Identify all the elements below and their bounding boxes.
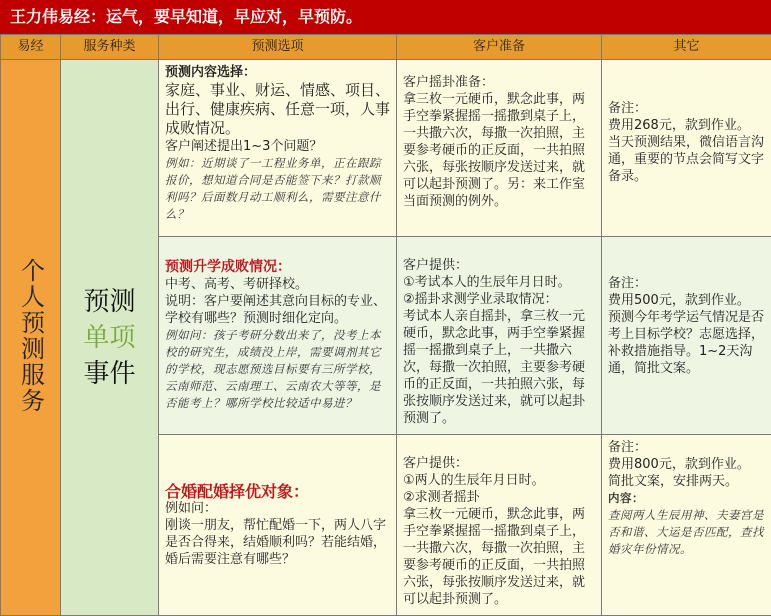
service-cell (61, 60, 159, 616)
service-line-3: 事件 (61, 356, 158, 392)
other-content-label: 内容： (608, 490, 765, 507)
option-body: 家庭、事业、财运、情感、项目、出行、健康疾病、任意一项，人事成败情况。 (165, 81, 390, 138)
prep-body: 拿三枚一元硬币，默念此事，两手空拳紧握摇一摇撒到桌子上，一共撒六次，每撒一次拍照，主要参考硬币的正反面，一共拍照六张，每张按顺序发送过来，就可以起卦预测了。另：来工作室当面预测的例外。 (403, 91, 595, 210)
other-note: 备注： (608, 100, 765, 117)
prep-body: 拿三枚一元硬币，默念此事，两手空拳紧握摇一摇撒到桌子上，一共撒六次，每撒一次拍照，主要参考硬币的正反面，一共拍照六张，每张按顺序发送过来，就可以起卦预测了。 (403, 506, 595, 608)
other-detail: 简批文案，安排两天。 (608, 473, 765, 490)
option-cell (159, 237, 397, 435)
service-name (61, 284, 158, 392)
prep-item-1: ①两人的生辰年月日时。 (403, 472, 595, 489)
other-fee: 费用800元，款到作业。 (608, 456, 765, 473)
other-note: 备注： (608, 275, 765, 292)
option-heading: 合婚配婚择优对象： (165, 483, 390, 500)
option-cell (159, 435, 397, 616)
prep-cell (397, 60, 602, 237)
other-cell (602, 60, 771, 237)
service-line-2: 单项 (61, 320, 158, 356)
other-cell (602, 237, 771, 435)
other-detail: 预测今年考学运气情况是否考上目标学校？志愿选择，补救措施指导。1~2天沟通，简批文案。 (608, 309, 765, 377)
option-example: 例如问：孩子考研分数出来了，没考上本校的研究生，成绩没上岸，需要调剂其它的学校，现志愿预选目标要有三所学校，云南师范、云南理工、云南农大等等，是否能考上？哪所学校比较适中易进？ (165, 327, 390, 412)
other-fee: 费用500元，款到作业。 (608, 292, 765, 309)
option-example-label: 例如问： (165, 500, 390, 517)
other-cell (602, 435, 771, 616)
option-ask: 客户阐述提出1~3个问题？ (165, 138, 390, 155)
prep-item-2: ②求测者摇卦 (403, 489, 595, 506)
prep-cell (397, 237, 602, 435)
other-detail: 当天预测结果，微信语言沟通，重要的节点会简写文字备录。 (608, 134, 765, 185)
other-content: 查阅两人生辰用神、夫妻宫是否和谐、大运是否匹配，查找婚灾年份情况。 (608, 507, 765, 558)
service-line-1: 预测 (61, 284, 158, 320)
option-body: 刚谈一朋友，帮忙配婚一下，两人八字是否合得来，结婚顺利吗？若能结婚，婚后需要注意有哪些？ (165, 517, 390, 568)
page-title: 王力伟易经：运气，要早知道，早应对，早预防。 (0, 0, 771, 34)
category-cell (1, 60, 61, 616)
header-customer-prep: 客户准备 (397, 35, 602, 60)
prep-item-1: ①考试本人的生辰年月日时。 (403, 274, 595, 291)
service-table (0, 34, 771, 616)
prep-heading: 客户提供： (403, 455, 595, 472)
header-prediction-options: 预测选项 (159, 35, 397, 60)
other-fee: 费用268元，款到作业。 (608, 117, 765, 134)
header-yijing: 易经 (1, 35, 61, 60)
option-cell (159, 60, 397, 237)
option-desc: 说明：客户要阐述其意向目标的专业、学校有哪些？预测时细化定向。 (165, 293, 390, 327)
table-row (1, 60, 771, 237)
prep-heading: 客户摇卦准备： (403, 74, 595, 91)
option-example: 例如：近期谈了一工程业务单，正在跟踪报价，想知道合同是否能签下来？打款顺利吗？后面数月动工顺利么，需要注意什么？ (165, 155, 390, 223)
header-row (1, 35, 771, 60)
header-service-type: 服务种类 (61, 35, 159, 60)
header-other: 其它 (602, 35, 771, 60)
option-body: 中考、高考、考研择校。 (165, 276, 390, 293)
option-heading: 预测内容选择： (165, 64, 390, 81)
prep-item-2: ②摇卦求测学业录取情况： (403, 291, 595, 308)
category-label: 个人预测服务 (16, 258, 46, 414)
prep-cell (397, 435, 602, 616)
other-note: 备注： (608, 439, 765, 456)
prep-body: 考试本人亲自摇卦，拿三枚一元硬币，默念此事，两手空拳紧握摇一摇撒到桌子上，一共撒六次，每撒一次拍照，主要参考硬币的正反面，一共拍照六张，每张按顺序发送过来，就可以起卦预测了。 (403, 308, 595, 427)
option-heading: 预测升学成败情况： (165, 259, 390, 276)
prep-heading: 客户提供： (403, 257, 595, 274)
